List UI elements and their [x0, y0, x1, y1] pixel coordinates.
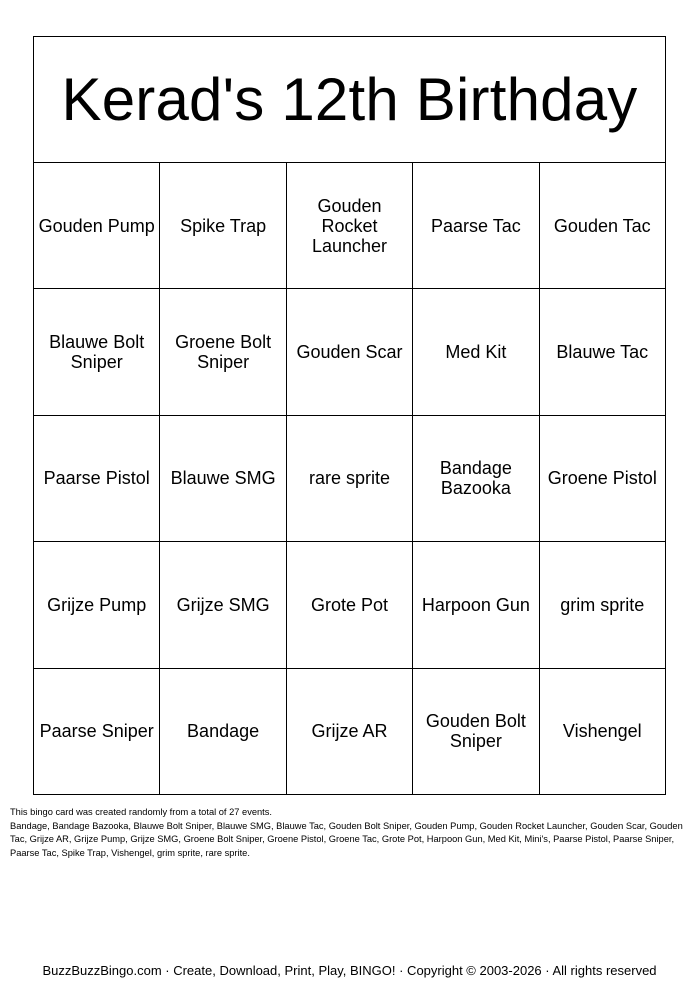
bingo-cell: Groene Bolt Sniper	[160, 289, 286, 415]
bingo-cell: Paarse Tac	[413, 163, 539, 289]
bingo-grid	[34, 163, 666, 795]
footnote-event-list: Bandage, Bandage Bazooka, Blauwe Bolt Sniper, Blauwe SMG, Blauwe Tac, Gouden Bolt Sniper, Gouden Pump, Gouden Rocket Launcher, Gouden Scar, Gouden Tac, Grijze AR, Grijze Pump, Grijze SMG, Groene Bolt Sniper, Groene Pistol, Groene Tac, Grote Pot, Harpoon Gun, Med Kit, Mini's, Paarse Pistol, Paarse Sniper, Paarse Tac, Spike Trap, Vishengel, grim sprite, rare sprite.	[10, 820, 683, 858]
bingo-cell: Bandage Bazooka	[413, 416, 539, 542]
bingo-cell: Med Kit	[413, 289, 539, 415]
bingo-cell: Gouden Tac	[540, 163, 666, 289]
bingo-cell: Grote Pot	[287, 542, 413, 668]
bingo-cell: Harpoon Gun	[413, 542, 539, 668]
footnote-intro: This bingo card was created randomly from a total of 27 events.	[10, 807, 272, 817]
bingo-cell: grim sprite	[540, 542, 666, 668]
bingo-cell: Grijze Pump	[34, 542, 160, 668]
bingo-cell: Grijze SMG	[160, 542, 286, 668]
bingo-cell: Paarse Sniper	[34, 669, 160, 795]
bingo-cell: Spike Trap	[160, 163, 286, 289]
card-footnote	[10, 806, 692, 860]
bingo-cell: Gouden Rocket Launcher	[287, 163, 413, 289]
bingo-cell: Blauwe Bolt Sniper	[34, 289, 160, 415]
bingo-cell: Gouden Scar	[287, 289, 413, 415]
site-footer: BuzzBuzzBingo.com · Create, Download, Print, Play, BINGO! · Copyright © 2003-2026 · All rights reserved	[42, 963, 657, 978]
bingo-cell: Blauwe Tac	[540, 289, 666, 415]
title-cell	[34, 37, 666, 163]
bingo-card	[33, 36, 666, 795]
bingo-cell: Paarse Pistol	[34, 416, 160, 542]
bingo-cell: Bandage	[160, 669, 286, 795]
bingo-cell: Gouden Pump	[34, 163, 160, 289]
bingo-cell: Groene Pistol	[540, 416, 666, 542]
bingo-cell: Gouden Bolt Sniper	[413, 669, 539, 795]
card-title: Kerad's 12th Birthday	[61, 66, 638, 133]
bingo-cell: Vishengel	[540, 669, 666, 795]
bingo-cell: rare sprite	[287, 416, 413, 542]
bingo-cell: Grijze AR	[287, 669, 413, 795]
bingo-cell: Blauwe SMG	[160, 416, 286, 542]
